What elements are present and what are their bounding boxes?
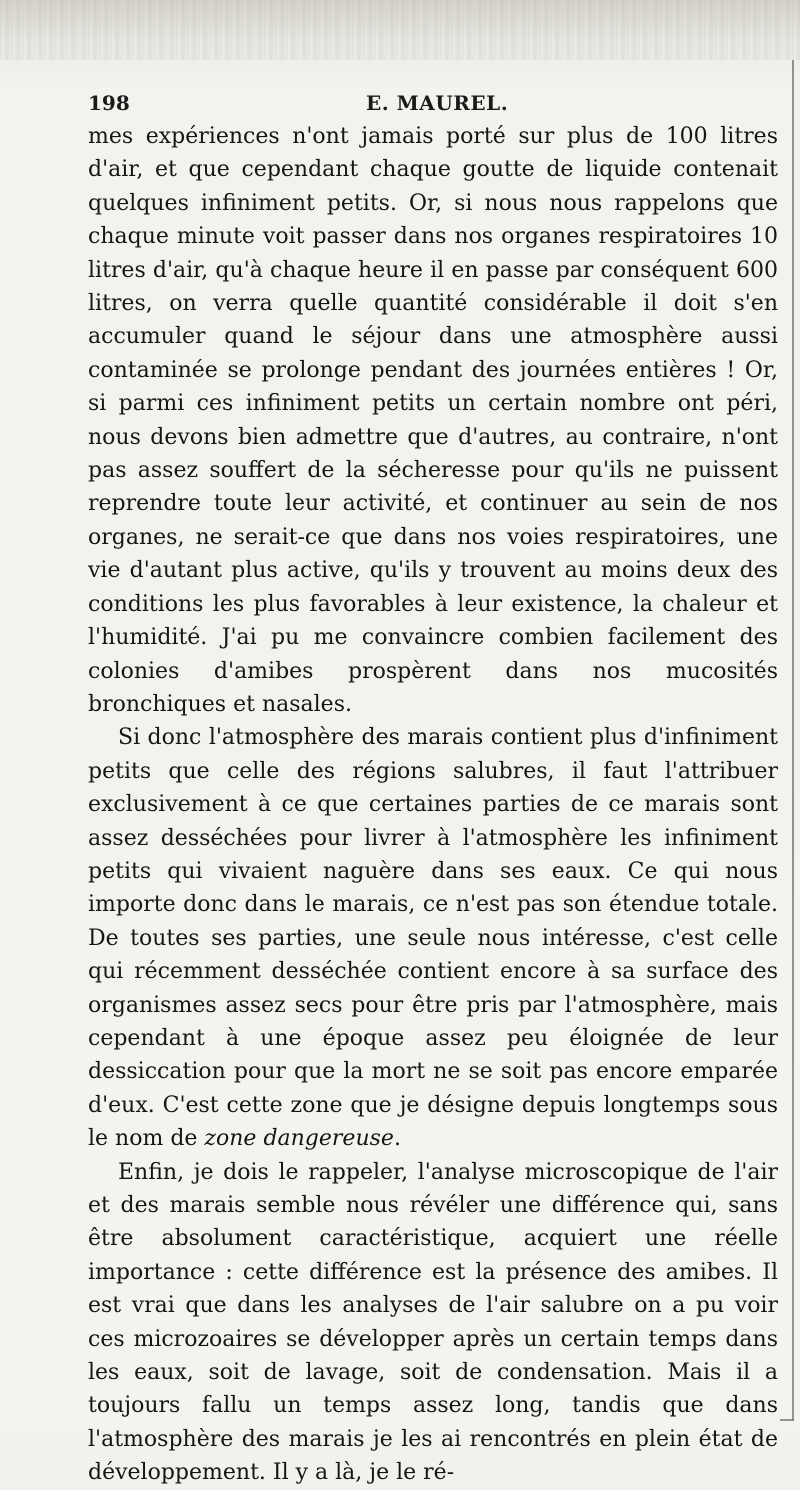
paragraph-2 — [88, 721, 778, 1155]
paragraph-2-text: Si donc l'atmosphère des marais contient plus d'infiniment petits que celle des régions salubres, il faut l'attribuer exclusivement à ce que certaines parties de ce marais sont assez desséchées pour livrer à l'atmosphère les infiniment petits qui vivaient naguère dans ses eaux. Ce qui nous importe donc dans le marais, ce n'est pas son étendue totale. De toutes ses parties, une seule nous intéresse, c'est celle qui récemment desséchée contient encore à sa surface des organismes assez secs pour être pris par l'atmosphère, mais cependant à une époque assez peu éloignée de leur dessiccation pour que la mort ne se soit pas encore emparée d'eux. C'est cette zone que je désigne depuis longtemps sous le nom de — [88, 725, 778, 1152]
body-text — [88, 120, 778, 1490]
page-edge-line — [792, 60, 794, 1420]
paragraph-3: Enfin, je dois le rappeler, l'analyse microscopique de l'air et des marais semble nous révéler une différence qui, sans être absolument caractéristique, acquiert une réelle importance : cette différence est la présence des amibes. Il est vrai que dans les analyses de l'air salubre on a pu voir ces microzoaires se développer après un certain temps dans les eaux, soit de lavage, soit de condensation. Mais il a toujours fallu un temps assez long, tandis que dans l'atmosphère des marais je les ai rencontrés en plein état de développement. Il y a là, je le ré- — [88, 1159, 778, 1486]
scan-top-margin — [0, 0, 800, 60]
page-header — [88, 91, 778, 119]
paragraph-1: mes expériences n'ont jamais porté sur plus de 100 litres d'air, et que cependant chaque goutte de liquide contenait quelques infiniment petits. Or, si nous nous rappelons que chaque minute voit passer dans nos organes respiratoires 10 litres d'air, qu'à chaque heure il en passe par conséquent 600 litres, on verra quelle quantité considérable il doit s'en accumuler quand le séjour dans une atmosphère aussi contaminée se prolonge pendant des journées entières ! Or, si parmi ces infiniment petits un certain nombre ont péri, nous devons bien admettre que d'autres, au contraire, n'ont pas assez souffert de la sécheresse pour qu'ils ne puissent reprendre toute leur activité, et continuer au sein de nos organes, ne serait-ce que dans nos voies respiratoires, une vie d'autant plus active, qu'ils y trouvent au moins deux des conditions les plus favorables à leur existence, la chaleur et l'humidité. J'ai pu me convaincre combien facilement des colonies d'amibes prospèrent dans nos mucosités bronchiques et nasales. — [88, 124, 778, 717]
paragraph-2-end: . — [393, 1126, 401, 1152]
page-number: 198 — [88, 91, 130, 115]
page-corner-mark — [780, 1419, 794, 1421]
zone-dangereuse-term: zone dangereuse — [204, 1126, 394, 1152]
running-head-author: E. MAUREL. — [366, 91, 509, 115]
